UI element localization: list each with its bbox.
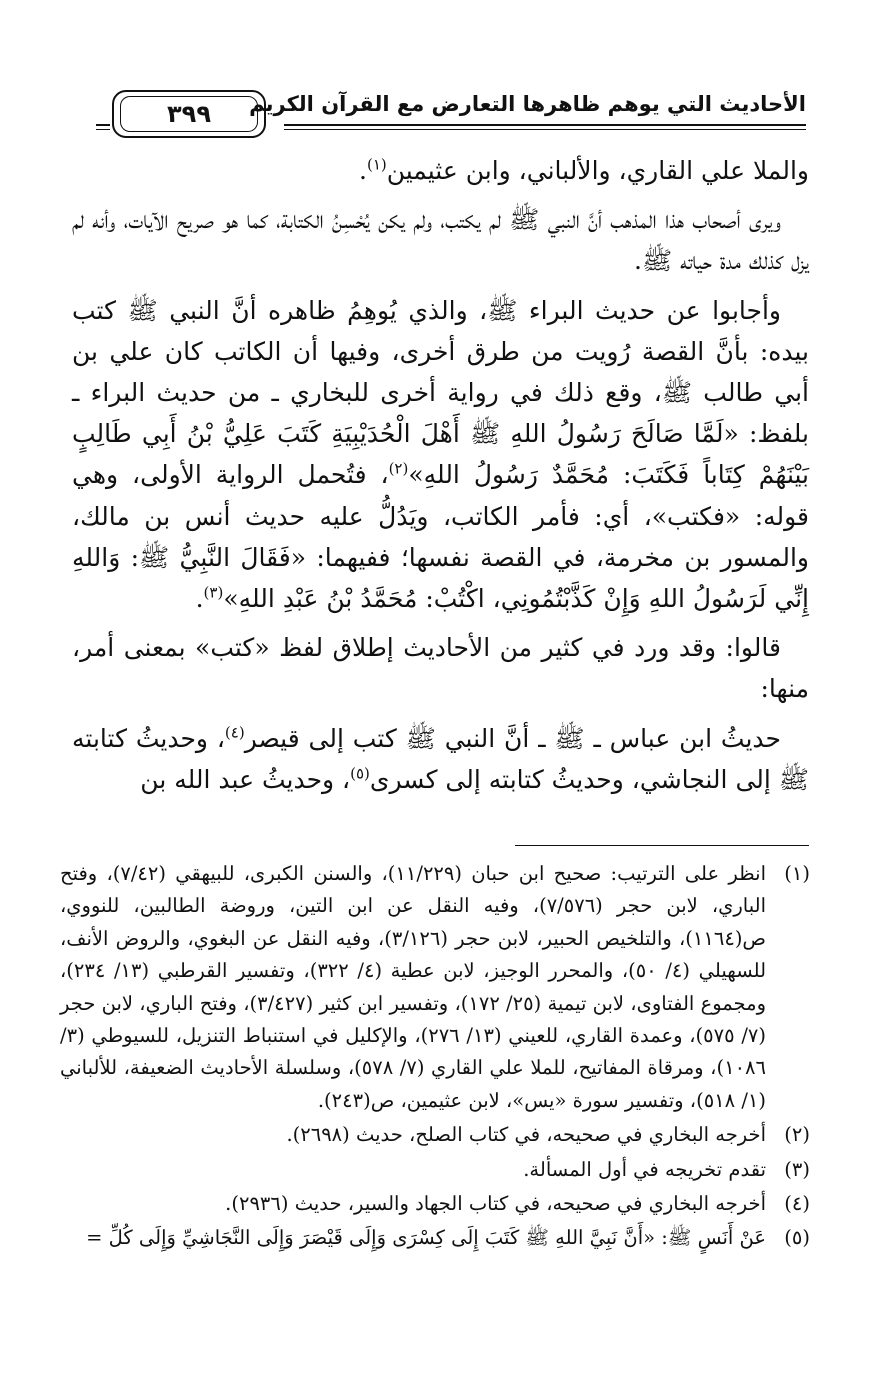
footnote-ref-1: (١): [366, 155, 387, 174]
footnote-1: [60, 858, 810, 1117]
page-number: ٣٩٩: [120, 96, 258, 132]
footnote-number: (٥): [784, 1226, 810, 1250]
footnote-ref-2: (٢): [388, 460, 409, 479]
footnote-4: [60, 1188, 810, 1220]
paragraph-1: [72, 150, 809, 191]
footnote-number: (٤): [784, 1192, 810, 1216]
paragraph-1-tail: .: [359, 156, 367, 185]
paragraph-4: [72, 627, 809, 709]
header-rule-left: [96, 124, 110, 126]
paragraph-2: [72, 199, 809, 281]
footnote-number: (١): [784, 862, 810, 885]
footnote-text: أخرجه البخاري في صحيحه، في كتاب الجهاد والسير، حديث (٢٩٣٦).: [225, 1192, 766, 1216]
header-rule-right: [284, 124, 806, 126]
page-number-frame: [112, 90, 266, 138]
footnote-number: (٣): [784, 1157, 810, 1181]
running-title: الأحاديث التي يوهم ظاهرها التعارض مع القرآن الكريم: [249, 92, 806, 116]
paragraph-5: [72, 718, 809, 800]
paragraph-1-text: والملا علي القاري، والألباني، وابن عثيمين: [386, 156, 809, 185]
paragraph-3-continuation: ، فتُحمل الرواية الأولى، وهي قوله: «فكتب»، أي: فأمر الكاتب، ويَدُلُّ عليه حديث أنس بن مالك، والمسور بن مخرمة، في القصة نفسها؛ ففيهما: «فَقَالَ النَّبِيُّ ﷺ: وَاللهِ إِنِّي لَرَسُولُ اللهِ وَإِنْ كَذَّبْتُمُونِي، اكْتُبْ: مُحَمَّدُ بْنُ عَبْدِ اللهِ»: [72, 460, 809, 614]
footnote-text: عَنْ أَنَسٍ ﷺ: «أَنَّ نَبِيَّ اللهِ ﷺ كَتَبَ إِلَى كِسْرَى وَإِلَى قَيْصَرَ وَإِلَى النَّجَاشِيِّ وَإِلَى كُلِّ =: [86, 1226, 766, 1250]
paragraph-4-text: قالوا: وقد ورد في كثير من الأحاديث إطلاق لفظ «كتب» بمعنى أمر، منها:: [72, 633, 809, 704]
footnote-5: [60, 1222, 810, 1254]
page-header: [96, 78, 806, 138]
paragraph-2-text: ويرى أصحاب هذا المذهب أنَّ النبي ﷺ لم يكتب، ولم يكن يُحْسِنُ الكتابة، كما هو صريح الآيات، وأنه لم يزل كذلك مدة حياته ﷺ.: [72, 205, 809, 276]
paragraph-5-continuation: ، وحديثُ كتابته ﷺ إلى النجاشي، وحديثُ كتابته إلى كسرى: [72, 723, 809, 794]
footnote-ref-4: (٤): [224, 723, 245, 742]
footnotes: [60, 858, 810, 1257]
main-text: [72, 150, 809, 808]
footnote-text: تقدم تخريجه في أول المسألة.: [523, 1157, 766, 1181]
paragraph-5-tail: ، وحديثُ عبد الله بن: [140, 764, 351, 794]
footnote-number: (٢): [784, 1123, 810, 1147]
footnote-ref-3: (٣): [203, 583, 224, 602]
footnote-2: [60, 1119, 810, 1151]
footnote-3: [60, 1154, 810, 1186]
paragraph-3-text: وأجابوا عن حديث البراء ﷺ، والذي يُوهِمُ ظاهره أنَّ النبي ﷺ كتب بيده: بأنَّ القصة رُويت من طرق أخرى، وفيها أن الكاتب كان علي بن أبي طالب ﷺ، وقع ذلك في رواية أخرى للبخاري ـ من حديث البراء ـ بلفظ: «لَمَّا صَالَحَ رَسُولُ اللهِ ﷺ أَهْلَ الْحُدَيْبِيَةِ كَتَبَ عَلِيُّ بْنُ أَبِي طَالِبٍ بَيْنَهُمْ كِتَاباً فَكَتَبَ: مُحَمَّدٌ رَسُولُ اللهِ»: [72, 295, 809, 490]
footnote-separator: [515, 845, 809, 846]
paragraph-3-tail: .: [195, 584, 204, 614]
footnote-ref-5: (٥): [350, 764, 370, 783]
paragraph-5-text: حديثُ ابن عباس ـ ﷺ ـ أنَّ النبي ﷺ كتب إلى قيصر: [244, 723, 781, 753]
paragraph-3: [72, 290, 809, 620]
footnote-text: أخرجه البخاري في صحيحه، في كتاب الصلح، حديث (٢٦٩٨).: [286, 1123, 766, 1147]
footnote-text: انظر على الترتيب: صحيح ابن حبان (١١/٢٢٩)، والسنن الكبرى، للبيهقي (٧/٤٢)، وفتح الباري، لابن حجر (٧/٥٧٦)، وفيه النقل عن ابن التين، وروضة الطالبين، للنووي، ص(١١٦٤)، والتلخيص الحبير، لابن حجر (٣/١٢٦)، وفيه النقل عن البغوي، والروض الأنف، للسهيلي (٤/ ٥٠)، والمحرر الوجيز، لابن عطية (٤/ ٣٢٢)، وتفسير القرطبي (١٣/ ٢٣٤)، ومجموع الفتاوى، لابن تيمية (٢٥/ ١٧٢)، وتفسير ابن كثير (٣/٤٢٧)، وفتح الباري، لابن حجر (٧/ ٥٧٥)، وعمدة القاري، للعيني (١٣/ ٢٧٦)، والإكليل في استنباط التنزيل، للسيوطي (٣/ ١٠٨٦)، ومرقاة المفاتيح، للملا علي القاري (٧/ ٥٧٨)، وسلسلة الأحاديث الضعيفة، للألباني (١/ ٥١٨)، وتفسير سورة «يس»، لابن عثيمين، ص(٢٤٣).: [60, 862, 767, 1112]
